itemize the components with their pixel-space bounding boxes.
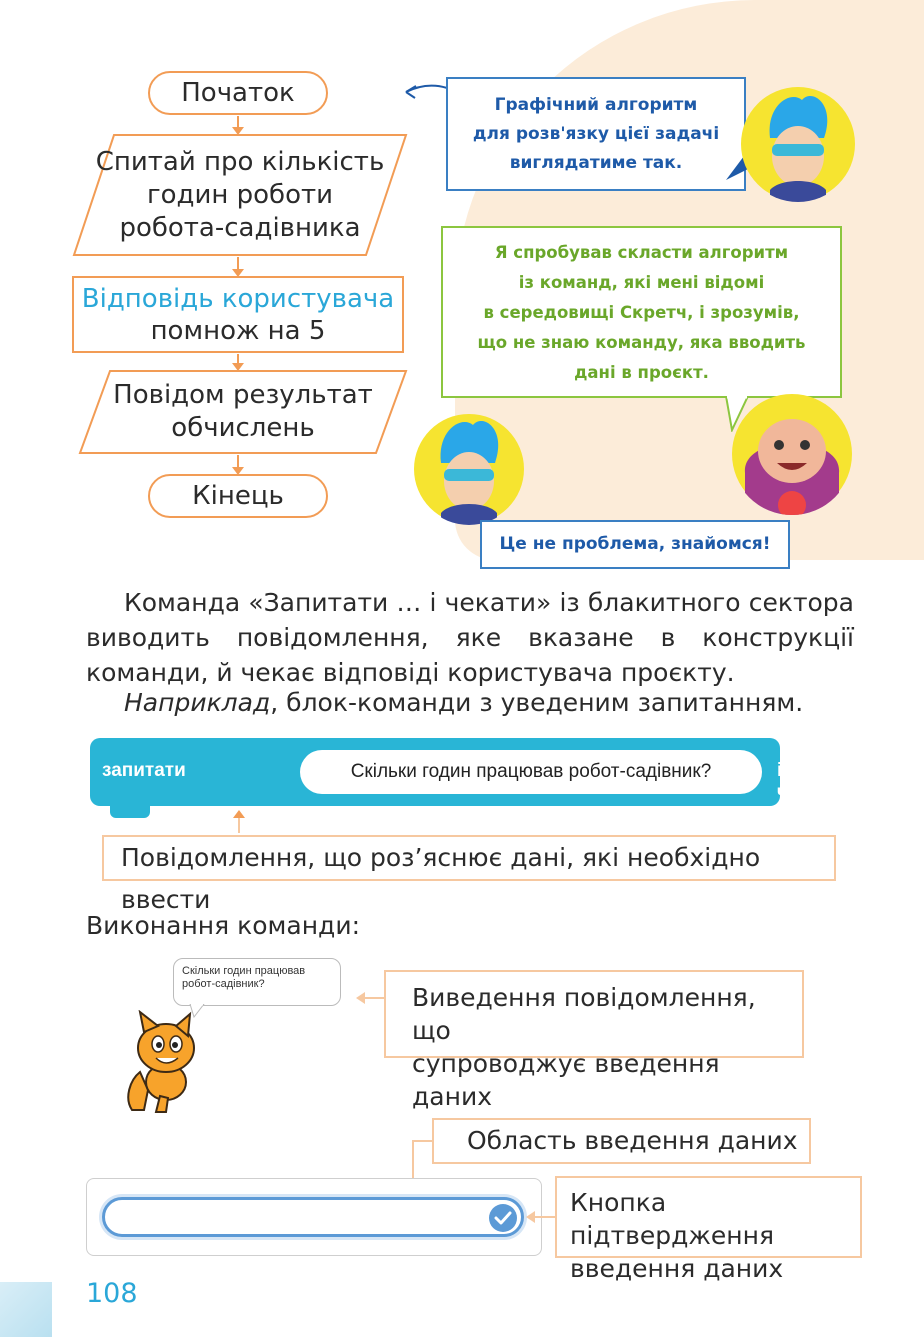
pointer-arrow xyxy=(238,812,240,833)
example-line xyxy=(86,685,854,720)
confirm-note-line: введення даних xyxy=(570,1254,784,1283)
bubble-line: в середовищі Скретч, і зрозумів, xyxy=(483,303,800,322)
speech-note xyxy=(384,970,804,1111)
flowchart-input xyxy=(72,134,408,256)
block-input-slot[interactable]: Скільки годин працював робот-садівник? xyxy=(300,750,762,794)
arrow-head xyxy=(526,1211,535,1223)
robot-character-avatar xyxy=(731,393,853,515)
confirm-check-icon[interactable] xyxy=(488,1203,518,1233)
speech-note-line: Виведення повідомлення, що xyxy=(412,983,756,1045)
confirm-note xyxy=(555,1176,862,1283)
flowchart-output-line: Повідом результат xyxy=(113,380,373,410)
flowchart-process-line: помнож на 5 xyxy=(150,315,326,346)
speech-bubble-top xyxy=(446,77,746,191)
boy-character-avatar xyxy=(413,413,525,525)
flowchart-output xyxy=(78,370,408,454)
flowchart-input-line: Спитай про кількість xyxy=(95,146,385,177)
bubble-line: Графічний алгоритм xyxy=(494,95,698,115)
flowchart-process-line: Відповідь користувача xyxy=(81,283,395,314)
flow-arrow xyxy=(237,455,239,473)
bubble-line: для розв'язку цієї задачі xyxy=(472,124,720,144)
cat-speech-line: робот-садівник? xyxy=(182,978,265,990)
message-note: Повідомлення, що роз’яснює дані, які необхідно ввести xyxy=(102,835,836,881)
flowchart-end: Кінець xyxy=(148,474,328,518)
scratch-ask-block[interactable] xyxy=(90,738,840,806)
flowchart-process xyxy=(72,276,404,353)
speech-bubble-bottom: Це не проблема, знайомся! xyxy=(480,520,790,569)
flow-arrow xyxy=(237,354,239,369)
speech-note-line: супроводжує введення даних xyxy=(412,1049,720,1111)
block-label-wait: і чекати xyxy=(777,760,840,803)
scratch-cat-sprite xyxy=(110,1010,210,1115)
bubble-line: із команд, які мені відомі xyxy=(518,273,765,292)
bubble-line: що не знаю команду, яка вводить xyxy=(477,333,806,352)
page-number: 108 xyxy=(86,1278,138,1309)
cat-speech-bubble xyxy=(173,958,341,1006)
example-text: , блок-команди з уведеним запитанням. xyxy=(270,688,804,717)
flowchart-input-line: робота-садівника xyxy=(119,212,361,243)
arrow-head xyxy=(356,992,365,1004)
boy-character-avatar xyxy=(740,86,856,202)
flowchart-output-line: обчислень xyxy=(171,413,315,443)
bubble-line: дані в проєкт. xyxy=(574,363,709,382)
answer-input-field[interactable] xyxy=(102,1197,524,1237)
example-italic: Наприклад xyxy=(124,688,271,717)
flowchart-start: Початок xyxy=(148,71,328,115)
corner-decoration xyxy=(0,1282,52,1337)
execution-title: Виконання команди: xyxy=(86,911,361,940)
flowchart-input-line: годин роботи xyxy=(146,179,334,210)
speech-bubble-green xyxy=(441,226,842,398)
flow-arrow xyxy=(237,116,239,133)
paragraph: Команда «Запитати … і чекати» із блакитного сектора виводить повідомлення, яке вказане в конструкції команди, й чекає відповіді користувача проєкту. xyxy=(86,588,854,687)
block-label-ask: запитати xyxy=(102,760,186,781)
cat-speech-line: Скільки годин працював xyxy=(182,965,306,977)
bubble-line: Я спробував скласти алгоритм xyxy=(494,243,789,262)
bubble-line: виглядатиме так. xyxy=(509,153,683,173)
input-area-note: Область введення даних xyxy=(432,1118,811,1164)
confirm-note-line: Кнопка підтвердження xyxy=(570,1188,775,1250)
block-notch xyxy=(110,804,150,818)
connector-line xyxy=(412,1140,434,1142)
flow-arrow xyxy=(237,257,239,275)
